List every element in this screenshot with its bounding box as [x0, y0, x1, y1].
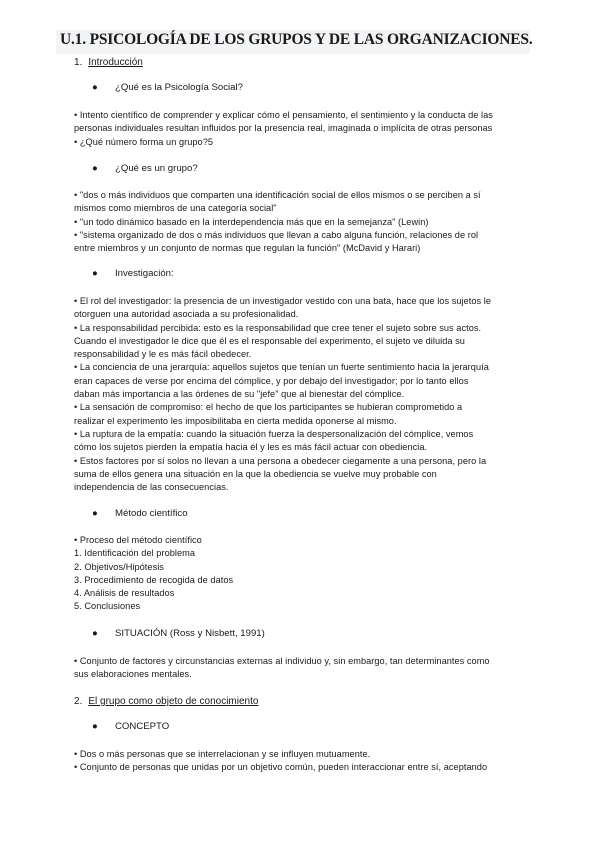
- bullet-heading-text: Método científico: [115, 508, 188, 519]
- text-line: • "sistema organizado de dos o más individuos que llevan a cabo alguna función, relaciones de rol: [74, 229, 479, 240]
- text-line: • La ruptura de la empatía: cuando la situación fuerza la despersonalización del cómplice, vemos: [74, 428, 474, 439]
- bullet-icon: ●: [92, 268, 98, 279]
- text-line: • Proceso del método científico: [74, 535, 202, 545]
- bullet-heading-metodo: [92, 508, 188, 519]
- text-line: entre miembros y un conjunto de normas que regulan la función" (McDavid y Harari): [74, 243, 421, 254]
- text-line: • El rol del investigador: la presencia de un investigador vestido con una bata, hace que los sujetos le: [74, 296, 492, 306]
- text-line: • La conciencia de una jerarquía: aquellos sujetos que tenían un fuerte sentimiento hacia la jerarquía: [74, 362, 489, 373]
- section-title: El grupo como objeto de conocimiento: [88, 696, 259, 707]
- text-line: 4. Análisis de resultados: [74, 588, 175, 599]
- text-line: cómo los sujetos pierden la empatía hacia él y les es más fácil actuar con obediencia.: [74, 442, 428, 453]
- paragraph-concepto: [74, 748, 526, 775]
- text-line: mismos como miembros de una categoría social": [74, 203, 277, 214]
- bullet-icon: ●: [92, 628, 98, 639]
- paragraph-metodo: [74, 534, 526, 614]
- text-line: • "un todo dinámico basado en la interdependencia más que en la semejanza" (Lewin): [74, 216, 429, 227]
- section-title: Introducción: [88, 57, 143, 68]
- text-line: 2. Objetivos/Hipótesis: [74, 561, 164, 572]
- bullet-icon: ●: [92, 508, 98, 519]
- document-title: U.1. PSICOLOGÍA DE LOS GRUPOS Y DE LAS ORGANIZACIONES.: [60, 31, 533, 48]
- paragraph-investigacion: [74, 295, 526, 494]
- paragraph-psicologia-social: [74, 109, 526, 149]
- section-heading-1: [74, 57, 143, 68]
- paragraph-situacion: [74, 655, 526, 682]
- bullet-heading-text: CONCEPTO: [115, 721, 170, 732]
- text-line: • La sensación de compromiso: el hecho de que los participantes se hubieran comprometido a: [74, 402, 463, 413]
- text-line: Cuando el investigador le dice que él es el responsable del experimento, el sujeto ve diluida su: [74, 335, 465, 346]
- bullet-heading-investigacion: [92, 268, 174, 279]
- bullet-heading-situacion: [92, 628, 265, 639]
- text-line: 5. Conclusiones: [74, 601, 141, 612]
- bullet-heading-grupo: [92, 163, 198, 174]
- text-line: • Conjunto de factores y circunstancias externas al individuo y, sin embargo, tan determinantes como: [74, 656, 490, 666]
- text-line: 3. Procedimiento de recogida de datos: [74, 574, 234, 585]
- bullet-heading-text: ¿Qué es un grupo?: [115, 163, 198, 174]
- bullet-heading-text: Investigación:: [115, 268, 174, 279]
- bullet-heading-text: ¿Qué es la Psicología Social?: [115, 82, 243, 93]
- section-number: 1.: [74, 57, 83, 68]
- text-line: daban más importancia a las órdenes de su "jefe" que al bienestar del cómplice.: [74, 389, 405, 400]
- text-line: • La responsabilidad percibida: esto es la responsabilidad que cree tener el sujeto sobre sus actos.: [74, 322, 482, 333]
- text-line: • Dos o más personas que se interrelacionan y se influyen mutuamente.: [74, 749, 371, 759]
- text-line: personas individuales resultan influidos por la presencia real, imaginada o implícita de otras personas: [74, 123, 493, 134]
- text-line: 1. Identificación del problema: [74, 548, 196, 559]
- bullet-icon: ●: [92, 82, 98, 93]
- text-line: suma de ellos genera una situación en la que la obediencia se vuelve muy probable con: [74, 468, 437, 479]
- section-number: 2.: [74, 696, 83, 707]
- text-line: responsabilidad y le es más fácil obedecer.: [74, 349, 252, 360]
- text-line: • Intento científico de comprender y explicar cómo el pensamiento, el sentimiento y la conducta de las: [74, 110, 493, 120]
- bullet-heading-text: SITUACIÓN (Ross y Nisbett, 1991): [115, 628, 265, 639]
- text-line: • ¿Qué número forma un grupo?5: [74, 136, 214, 147]
- text-line: • Estos factores por sí solos no llevan a una persona a obedecer ciegamente a una persona, pero la: [74, 455, 487, 466]
- text-line: otorguen una autoridad asociada a su profesionalidad.: [74, 309, 299, 320]
- text-line: realizar el experimento les imposibilitaba en cierta medida oponerse al mismo.: [74, 415, 397, 426]
- bullet-heading-concepto: [92, 721, 169, 732]
- bullet-heading-psicologia-social: [92, 82, 243, 93]
- text-line: • "dos o más individuos que comparten una identificación social de ellos mismos o se perciben a sí: [74, 190, 481, 200]
- text-line: independencia de las consecuencias.: [74, 482, 229, 493]
- paragraph-grupo: [74, 189, 526, 255]
- text-line: eran capaces de verse por encima del cómplice, y por debajo del investigador; por lo tanto ellos: [74, 375, 469, 386]
- bullet-icon: ●: [92, 721, 98, 732]
- text-line: • Conjunto de personas que unidas por un objetivo común, pueden interaccionar entre sí, aceptando: [74, 762, 488, 773]
- text-line: sus elaboraciones mentales.: [74, 669, 192, 680]
- bullet-icon: ●: [92, 163, 98, 174]
- section-heading-2: [74, 696, 258, 707]
